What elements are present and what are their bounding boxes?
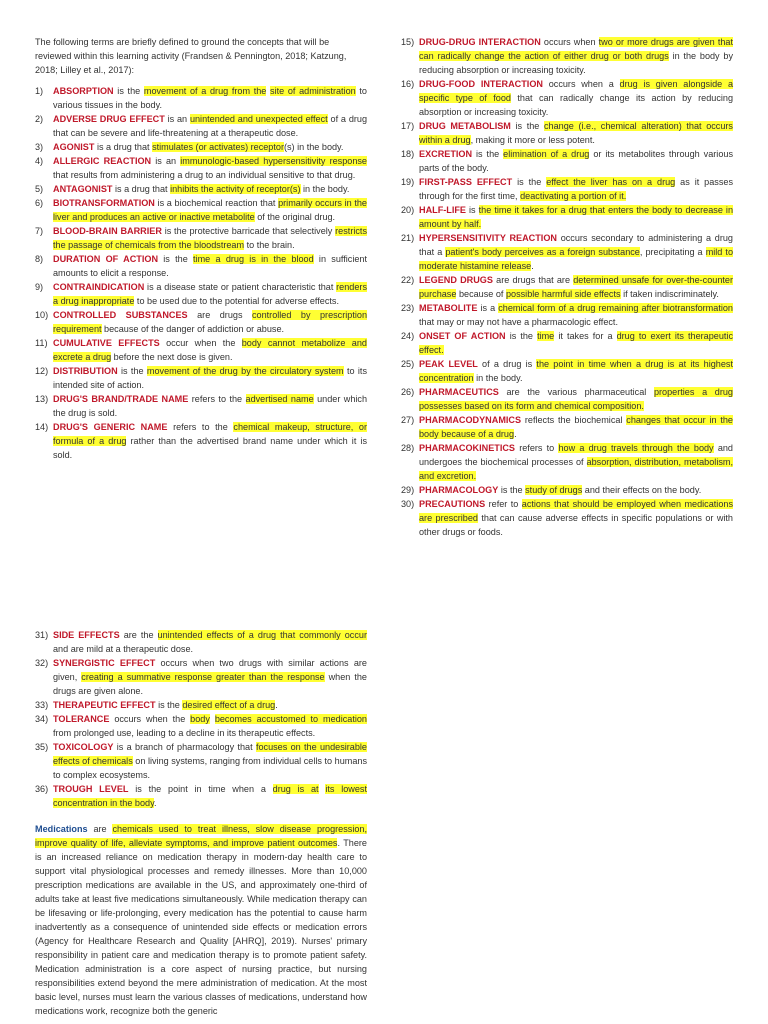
body-text: is the bbox=[510, 121, 544, 131]
highlighted-text: effect the liver has on a drug bbox=[546, 177, 676, 187]
body-text: of a drug is bbox=[477, 359, 537, 369]
term-number: 32) bbox=[35, 658, 49, 668]
term-number: 13) bbox=[35, 394, 49, 404]
highlighted-text: elimination of a drug bbox=[503, 149, 590, 159]
term-number: 3) bbox=[35, 142, 44, 152]
body-text: are the bbox=[119, 630, 158, 640]
highlighted-text: mild to moderate histamine release bbox=[419, 247, 734, 271]
term-name: BLOOD-BRAIN BARRIER bbox=[53, 226, 162, 236]
body-text: occurs when the bbox=[109, 714, 191, 724]
body-text: and undergoes the biochemical processes of bbox=[419, 443, 733, 467]
body-text: in the body. bbox=[300, 184, 350, 194]
term-name: CONTRAINDICATION bbox=[53, 282, 145, 292]
term-item bbox=[35, 112, 367, 140]
term-name: THERAPEUTIC EFFECT bbox=[53, 700, 156, 710]
term-name: ALLERGIC REACTION bbox=[53, 156, 152, 166]
terms-list-15-30 bbox=[401, 35, 733, 539]
term-item bbox=[401, 273, 733, 301]
highlighted-text: drug to exert its therapeutic effect. bbox=[419, 331, 733, 355]
term-item bbox=[35, 154, 367, 182]
left-column-bottom bbox=[35, 628, 367, 1018]
term-number: 33) bbox=[35, 700, 49, 710]
body-text: of a drug that can be severe and life-threatening at a therapeutic dose. bbox=[53, 114, 368, 138]
body-text: because of bbox=[456, 289, 506, 299]
term-number: 15) bbox=[401, 37, 415, 47]
highlighted-text: unintended effects of a drug that commonly occur bbox=[157, 630, 367, 640]
body-text: in the body. bbox=[473, 373, 523, 383]
highlighted-text: chemicals used to treat illness, slow disease progression, improve quality of life, alleviate symptoms, and improve patient outcomes bbox=[35, 824, 367, 848]
term-name: DRUG'S GENERIC NAME bbox=[53, 422, 168, 432]
body-text: from prolonged use, leading to a decline in its therapeutic effects. bbox=[53, 728, 316, 738]
body-text: occurs when two drugs with similar actions are given, bbox=[53, 658, 367, 682]
term-number: 27) bbox=[401, 415, 415, 425]
body-text: on living systems, ranging from individual cells to humans to complex ecosystems. bbox=[53, 756, 367, 780]
highlighted-text: movement of a drug from the bbox=[143, 86, 267, 96]
body-text: , precipitating a bbox=[639, 247, 706, 257]
term-name: TOLERANCE bbox=[53, 714, 110, 724]
body-text: or its metabolites through various parts of the body. bbox=[419, 149, 733, 173]
term-number: 22) bbox=[401, 275, 415, 285]
term-item bbox=[35, 224, 367, 252]
body-text: to various tissues in the body. bbox=[53, 86, 367, 110]
body-text: refer to bbox=[485, 499, 522, 509]
highlighted-text: properties a drug possesses based on its form and chemical composition. bbox=[419, 387, 733, 411]
body-text: to its intended site of action. bbox=[53, 366, 367, 390]
body-text: that can radically change its action by reducing absorption or increasing toxicity. bbox=[419, 93, 733, 117]
term-number: 18) bbox=[401, 149, 415, 159]
term-item bbox=[35, 712, 367, 740]
body-text: are the various pharmaceutical bbox=[498, 387, 654, 397]
term-name: ONSET OF ACTION bbox=[419, 331, 506, 341]
body-text: in the body by reducing absorption or increasing toxicity. bbox=[419, 51, 734, 75]
term-number: 8) bbox=[35, 254, 44, 264]
highlighted-text: chemical form of a drug remaining after biotransformation bbox=[498, 303, 733, 313]
term-name: SIDE EFFECTS bbox=[53, 630, 120, 640]
highlighted-text: renders a drug inappropriate bbox=[53, 282, 367, 306]
body-text: occurs when a bbox=[542, 79, 620, 89]
term-item bbox=[401, 497, 733, 539]
body-text: is a branch of pharmacology that bbox=[113, 742, 256, 752]
highlighted-text: time bbox=[537, 331, 555, 341]
term-item bbox=[401, 413, 733, 441]
term-name: DRUG'S BRAND/TRADE NAME bbox=[53, 394, 189, 404]
body-text: is the bbox=[512, 177, 547, 187]
term-item bbox=[35, 740, 367, 782]
term-name: HYPERSENSITIVITY REACTION bbox=[419, 233, 557, 243]
term-name: EXCRETION bbox=[419, 149, 473, 159]
highlighted-text: site of administration bbox=[270, 86, 356, 96]
body-text: of the original drug. bbox=[254, 212, 336, 222]
right-column bbox=[401, 35, 733, 539]
body-text: rather than the advertised brand name under which it is sold. bbox=[53, 436, 367, 460]
body-text: , making it more or less potent. bbox=[470, 135, 595, 145]
term-item bbox=[35, 656, 367, 698]
highlighted-text: drug is at bbox=[272, 784, 319, 794]
highlighted-text: time a drug is in the blood bbox=[193, 254, 314, 264]
term-number: 14) bbox=[35, 422, 49, 432]
body-text: is a drug that bbox=[94, 142, 153, 152]
term-item bbox=[401, 35, 733, 77]
body-text: refers to the bbox=[188, 394, 246, 404]
body-text: is the point in time when a bbox=[128, 784, 273, 794]
body-text: is the protective barricade that selectively bbox=[161, 226, 336, 236]
term-number: 20) bbox=[401, 205, 415, 215]
body-text: is a bbox=[477, 303, 499, 313]
term-item bbox=[35, 336, 367, 364]
term-number: 16) bbox=[401, 79, 415, 89]
term-item bbox=[35, 252, 367, 280]
highlighted-text: primarily occurs in the liver and produces an active or inactive metabolite bbox=[53, 198, 367, 222]
term-name: FIRST-PASS EFFECT bbox=[419, 177, 513, 187]
body-text: is a biochemical reaction that bbox=[154, 198, 279, 208]
body-text: and their effects on the body. bbox=[582, 485, 702, 495]
term-item bbox=[401, 231, 733, 273]
term-name: CONTROLLED SUBSTANCES bbox=[53, 310, 188, 320]
highlighted-text: the point in time when a drug is at its highest concentration bbox=[419, 359, 733, 383]
term-item bbox=[35, 628, 367, 656]
term-item bbox=[35, 182, 367, 196]
term-name: DRUG METABOLISM bbox=[419, 121, 511, 131]
term-name: CUMULATIVE EFFECTS bbox=[53, 338, 160, 348]
body-text: because of the danger of addiction or abuse. bbox=[101, 324, 285, 334]
term-number: 24) bbox=[401, 331, 415, 341]
highlighted-text: study of drugs bbox=[525, 485, 583, 495]
term-item bbox=[35, 364, 367, 392]
highlighted-text: change (i.e., chemical alteration) that occurs within a drug bbox=[419, 121, 733, 145]
term-item bbox=[401, 119, 733, 147]
term-item bbox=[401, 329, 733, 357]
body-text: are drugs that are bbox=[492, 275, 574, 285]
body-text: it takes for a bbox=[554, 331, 617, 341]
term-name: ADVERSE DRUG EFFECT bbox=[53, 114, 165, 124]
body-text: that results from administering a drug to an individual sensitive to that drug. bbox=[53, 170, 356, 180]
highlighted-text: possible harmful side effects bbox=[505, 289, 621, 299]
medications-body bbox=[35, 824, 367, 1016]
intro-paragraph: The following terms are briefly defined to ground the concepts that will be reviewed within this learning activity (Frandsen & Pennington, 2018; Katzung, 2018; Lilley et al., 2017): bbox=[35, 37, 347, 75]
term-number: 17) bbox=[401, 121, 415, 131]
body-text: and are mild at a therapeutic dose. bbox=[53, 644, 194, 654]
term-number: 34) bbox=[35, 714, 49, 724]
term-number: 1) bbox=[35, 86, 44, 96]
term-number: 31) bbox=[35, 630, 49, 640]
body-text: that can cause adverse effects in specific populations or with other drugs or foods. bbox=[419, 513, 733, 537]
highlighted-text: stimulates (or activates) receptor bbox=[152, 142, 284, 152]
body-text: occur when the bbox=[159, 338, 242, 348]
term-name: PHARMACODYNAMICS bbox=[419, 415, 522, 425]
highlighted-text: focuses on the undesirable effects of chemicals bbox=[53, 742, 367, 766]
body-text: as it passes through for the first time, bbox=[419, 177, 733, 201]
term-name: DURATION OF ACTION bbox=[53, 254, 159, 264]
term-item bbox=[401, 301, 733, 329]
term-name: TOXICOLOGY bbox=[53, 742, 114, 752]
term-name: BIOTRANSFORMATION bbox=[53, 198, 155, 208]
body-text: is bbox=[465, 205, 479, 215]
term-item bbox=[35, 196, 367, 224]
highlighted-text: the time it takes for a drug that enters the body to decrease in amount by half. bbox=[419, 205, 733, 229]
term-name: PHARMACOKINETICS bbox=[419, 443, 515, 453]
highlighted-text: desired effect of a drug bbox=[182, 700, 276, 710]
highlighted-text: deactivating a portion of it. bbox=[520, 191, 627, 201]
body-text: is an bbox=[151, 156, 181, 166]
highlighted-text: absorption, distribution, metabolism, and excretion. bbox=[419, 457, 733, 481]
body-text: is the bbox=[117, 366, 147, 376]
term-item bbox=[401, 357, 733, 385]
medications-lead: Medications bbox=[35, 824, 88, 834]
highlighted-text: immunologic-based hypersensitivity response bbox=[180, 156, 367, 166]
left-column-top bbox=[35, 35, 367, 462]
term-item bbox=[401, 483, 733, 497]
term-name: ABSORPTION bbox=[53, 86, 114, 96]
term-name: PHARMACEUTICS bbox=[419, 387, 499, 397]
term-number: 11) bbox=[35, 338, 48, 348]
body-text: is the bbox=[158, 254, 194, 264]
term-number: 4) bbox=[35, 156, 44, 166]
body-text: reflects the biochemical bbox=[521, 415, 627, 425]
term-number: 30) bbox=[401, 499, 415, 509]
term-item bbox=[401, 147, 733, 175]
body-text: . There is an increased reliance on medication therapy in modern-day health care to support vital physiological processes and remedy illnesses. More than 10,000 prescription medications are available in the US, and approximately one-third of adults take at least five medications simultaneously. While medication therapy can be lifesaving or life-prolonging, every medication has the potential to cause harm inadvertently as a consequence of unintended side effects or medication errors (Agency for Healthcare Research and Quality [AHRQ], 2019). Nurses' primary responsibility in patient care and medication therapy is to promote patient safety. Medication administration is a core aspect of nursing practice, but nursing responsibilities extend beyond the mere administration of medication. At the most basic level, nurses must learn the various classes of medications, understand how medications work, recognize both the generic bbox=[35, 838, 367, 1016]
body-text: to the brain. bbox=[244, 240, 295, 250]
highlighted-text: changes that occur in the body because of a drug bbox=[419, 415, 733, 439]
term-item bbox=[35, 140, 367, 154]
highlighted-text: restricts the passage of chemicals from the bloodstream bbox=[53, 226, 367, 250]
term-name: PHARMACOLOGY bbox=[419, 485, 499, 495]
highlighted-text: how a drug travels through the body bbox=[558, 443, 714, 453]
body-text: is a disease state or patient characteristic that bbox=[144, 282, 337, 292]
term-number: 12) bbox=[35, 366, 49, 376]
term-number: 2) bbox=[35, 114, 44, 124]
highlighted-text: chemical makeup, structure, or formula of a drug bbox=[53, 422, 368, 446]
body-text: is an bbox=[164, 114, 190, 124]
body-text: if taken indiscriminately. bbox=[620, 289, 719, 299]
body-text: to be used due to the potential for adverse effects. bbox=[134, 296, 339, 306]
body-text: when the drugs are given alone. bbox=[53, 672, 367, 696]
medications-paragraph bbox=[35, 822, 367, 1018]
body-text: . bbox=[275, 700, 278, 710]
body-text: . bbox=[514, 429, 517, 439]
term-name: PEAK LEVEL bbox=[419, 359, 478, 369]
body-text: . bbox=[531, 261, 534, 271]
term-number: 25) bbox=[401, 359, 415, 369]
term-item bbox=[401, 441, 733, 483]
term-number: 9) bbox=[35, 282, 44, 292]
body-text: is the bbox=[472, 149, 504, 159]
term-number: 5) bbox=[35, 184, 44, 194]
body-text: is a drug that bbox=[112, 184, 171, 194]
term-item bbox=[35, 420, 367, 462]
highlighted-text: two or more drugs are given that can radically change the action of either drug or both drugs bbox=[419, 37, 734, 61]
term-item bbox=[401, 77, 733, 119]
term-number: 19) bbox=[401, 177, 415, 187]
highlighted-text: controlled by prescription requirement bbox=[53, 310, 367, 334]
body-text: is the bbox=[498, 485, 526, 495]
highlighted-text: becomes accustomed to medication bbox=[214, 714, 367, 724]
body-text: that may or may not have a pharmacologic effect. bbox=[419, 317, 618, 327]
body-text: is the bbox=[155, 700, 183, 710]
highlighted-text: body cannot metabolize and excrete a drug bbox=[53, 338, 367, 362]
term-number: 7) bbox=[35, 226, 44, 236]
term-number: 35) bbox=[35, 742, 49, 752]
terms-list-1-14 bbox=[35, 84, 367, 462]
highlighted-text: creating a summative response greater than the response bbox=[81, 672, 325, 682]
term-name: ANTAGONIST bbox=[53, 184, 113, 194]
highlighted-text: determined unsafe for over-the-counter purchase bbox=[419, 275, 733, 299]
body-text: . bbox=[153, 798, 157, 808]
term-name: DRUG-FOOD INTERACTION bbox=[419, 79, 543, 89]
highlighted-text: its lowest concentration in the body bbox=[53, 784, 367, 808]
term-name: AGONIST bbox=[53, 142, 95, 152]
term-number: 6) bbox=[35, 198, 44, 208]
term-item bbox=[35, 280, 367, 308]
body-text: in sufficient amounts to elicit a response. bbox=[53, 254, 367, 278]
body-text: refers to bbox=[515, 443, 559, 453]
terms-list-31-36 bbox=[35, 628, 367, 810]
term-name: TROUGH LEVEL bbox=[53, 784, 129, 794]
highlighted-text: advertised name bbox=[245, 394, 314, 404]
highlighted-text: unintended and unexpected effect bbox=[189, 114, 328, 124]
term-number: 21) bbox=[401, 233, 415, 243]
body-text: occurs when bbox=[540, 37, 599, 47]
term-name: METABOLITE bbox=[419, 303, 478, 313]
term-number: 23) bbox=[401, 303, 415, 313]
term-number: 36) bbox=[35, 784, 49, 794]
term-number: 29) bbox=[401, 485, 415, 495]
body-text: are drugs bbox=[187, 310, 252, 320]
term-number: 26) bbox=[401, 387, 415, 397]
body-text: occurs secondary to administering a drug that a bbox=[419, 233, 733, 257]
term-name: PRECAUTIONS bbox=[419, 499, 486, 509]
term-name: LEGEND DRUGS bbox=[419, 275, 493, 285]
term-name: DRUG-DRUG INTERACTION bbox=[419, 37, 541, 47]
term-number: 28) bbox=[401, 443, 415, 453]
highlighted-text: patient's body perceives as a foreign substance bbox=[445, 247, 640, 257]
body-text: under which the drug is sold. bbox=[53, 394, 368, 418]
term-item bbox=[401, 175, 733, 203]
term-item bbox=[35, 782, 367, 810]
highlighted-text: drug is given alongside a specific type of food bbox=[419, 79, 734, 103]
highlighted-text: actions that should be employed when medications are prescribed bbox=[419, 499, 733, 523]
body-text: are bbox=[87, 824, 113, 834]
highlighted-text: inhibits the activity of receptor(s) bbox=[170, 184, 301, 194]
term-item bbox=[35, 308, 367, 336]
body-text: refers to the bbox=[167, 422, 234, 432]
body-text: is the bbox=[113, 86, 144, 96]
body-text: is the bbox=[505, 331, 538, 341]
term-number: 10) bbox=[35, 310, 49, 320]
highlighted-text: movement of the drug by the circulatory system bbox=[146, 366, 344, 376]
term-item bbox=[401, 385, 733, 413]
body-text: before the next dose is given. bbox=[111, 352, 233, 362]
term-item bbox=[35, 698, 367, 712]
term-name: SYNERGISTIC EFFECT bbox=[53, 658, 156, 668]
term-item bbox=[401, 203, 733, 231]
term-item bbox=[35, 84, 367, 112]
term-name: DISTRIBUTION bbox=[53, 366, 118, 376]
term-name: HALF-LIFE bbox=[419, 205, 466, 215]
body-text: (s) in the body. bbox=[283, 142, 344, 152]
highlighted-text: body bbox=[190, 714, 210, 724]
term-item bbox=[35, 392, 367, 420]
